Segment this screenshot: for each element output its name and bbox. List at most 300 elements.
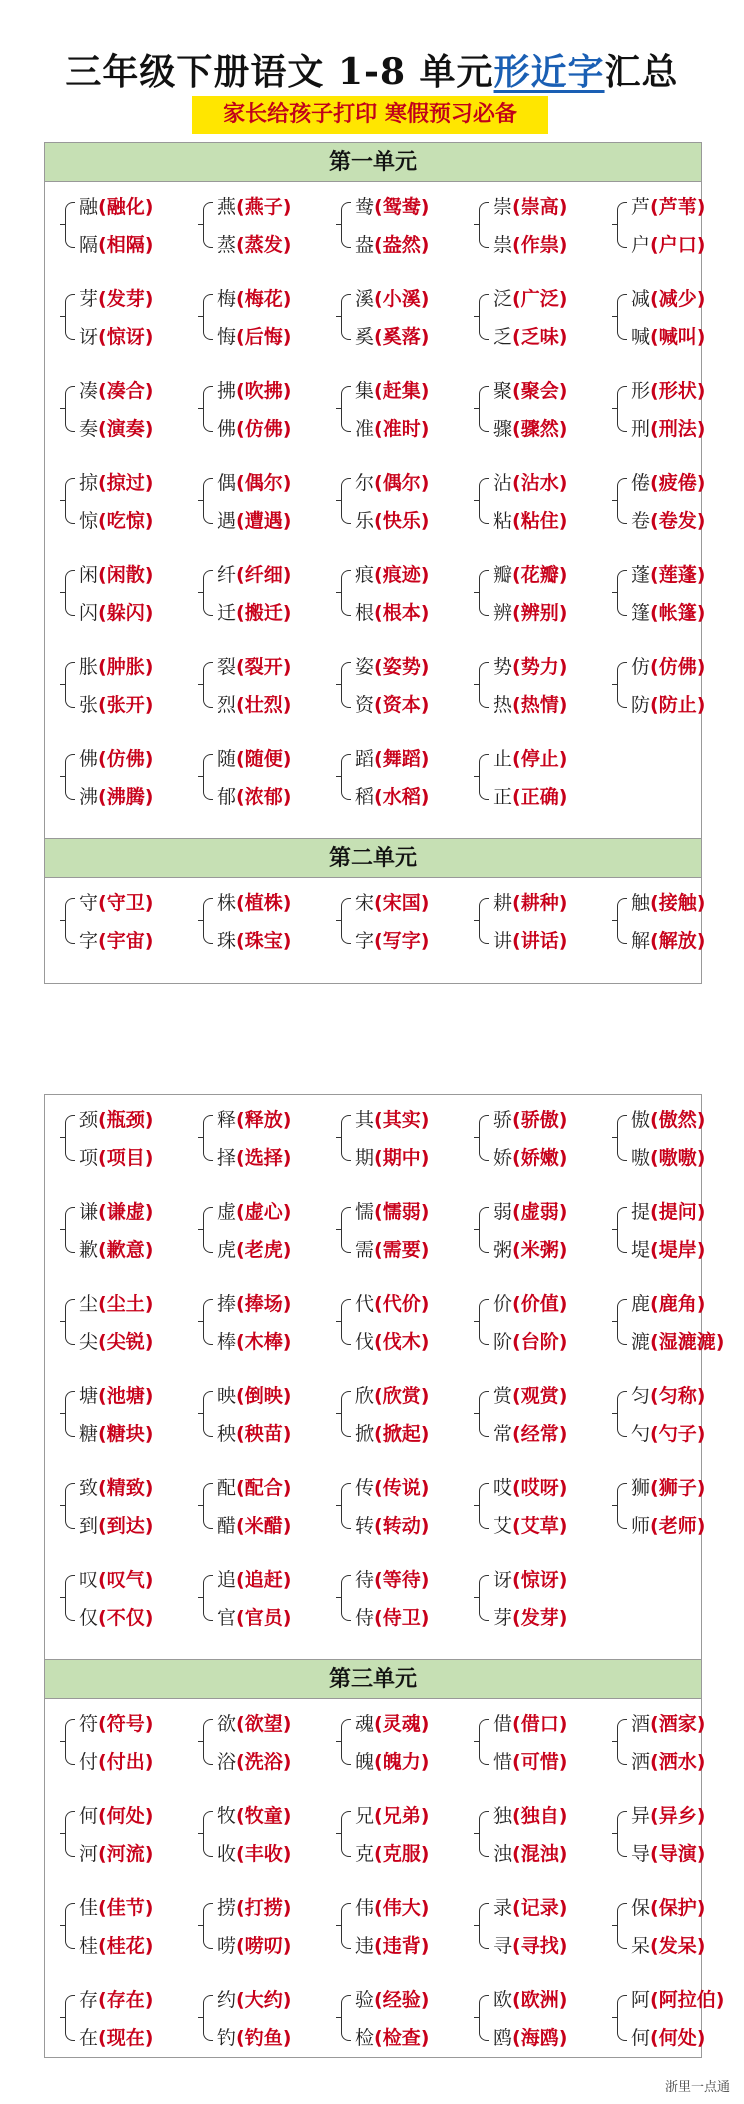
example-word: (势力): [512, 656, 568, 678]
example-word: (珠宝): [236, 930, 292, 952]
example-word: (帐篷): [650, 602, 706, 624]
example-word: (根本): [374, 602, 430, 624]
brace-icon: [479, 662, 489, 708]
char-pair: [475, 470, 595, 534]
base-character: 牧: [217, 1805, 237, 1827]
base-character: 瓣: [493, 564, 513, 586]
char-pair: [613, 1383, 733, 1447]
char-word-line: [355, 930, 429, 952]
brace-icon: [341, 898, 351, 944]
example-word: (追赶): [236, 1569, 292, 1591]
example-word: (付出): [98, 1751, 154, 1773]
example-word: (燕子): [236, 196, 292, 218]
char-pair: [337, 1567, 457, 1631]
brace-icon: [479, 1811, 489, 1857]
brace-icon: [479, 1207, 489, 1253]
char-word-line: [631, 1935, 705, 1957]
char-pair: [613, 1803, 733, 1867]
char-pair: [61, 1895, 181, 1959]
char-pair: [337, 378, 457, 442]
base-character: 珠: [217, 930, 237, 952]
char-word-line: [493, 1935, 567, 1957]
char-word-line: [493, 694, 567, 716]
char-word-line: [631, 418, 705, 440]
example-word: (快乐): [374, 510, 430, 532]
brace-icon: [341, 1995, 351, 2041]
char-word-line: [217, 1751, 291, 1773]
base-character: 芽: [493, 1607, 513, 1629]
char-pair: [337, 1987, 457, 2051]
char-word-line: [355, 288, 429, 310]
char-word-line: [79, 1569, 153, 1591]
char-word-line: [79, 656, 153, 678]
char-pair: [337, 1199, 457, 1263]
char-pair: [61, 470, 181, 534]
char-word-line: [355, 1477, 429, 1499]
example-word: (融化): [98, 196, 154, 218]
example-word: (佳节): [98, 1897, 154, 1919]
brace-icon: [479, 898, 489, 944]
char-pair: [61, 378, 181, 442]
base-character: 闪: [79, 602, 99, 624]
example-word: (吃惊): [98, 510, 154, 532]
example-word: (水稻): [374, 786, 430, 808]
char-word-line: [493, 1607, 567, 1629]
char-word-line: [631, 1751, 705, 1773]
base-character: 凑: [79, 380, 99, 402]
char-word-line: [217, 656, 291, 678]
char-word-line: [631, 1239, 705, 1261]
example-word: (牧童): [236, 1805, 292, 1827]
brace-icon: [65, 294, 75, 340]
example-word: (小溪): [374, 288, 430, 310]
char-pair: [337, 1107, 457, 1171]
base-character: 仿: [631, 656, 651, 678]
char-word-line: [493, 288, 567, 310]
example-word: (虚弱): [512, 1201, 568, 1223]
base-character: 其: [355, 1109, 375, 1131]
base-character: 触: [631, 892, 651, 914]
brace-icon: [203, 1483, 213, 1529]
char-word-line: [355, 1515, 429, 1537]
char-word-line: [79, 2027, 153, 2049]
base-character: 芽: [79, 288, 99, 310]
char-word-line: [493, 1385, 567, 1407]
example-word: (张开): [98, 694, 154, 716]
base-character: 侍: [355, 1607, 375, 1629]
example-word: (裂开): [236, 656, 292, 678]
base-character: 讶: [493, 1569, 513, 1591]
char-word-line: [79, 1239, 153, 1261]
char-word-line: [79, 1607, 153, 1629]
base-character: 株: [217, 892, 237, 914]
example-word: (广泛): [512, 288, 568, 310]
example-word: (官员): [236, 1607, 292, 1629]
char-word-line: [79, 1423, 153, 1445]
char-word-line: [217, 602, 291, 624]
example-word: (骄傲): [512, 1109, 568, 1131]
example-word: (辨别): [512, 602, 568, 624]
char-word-line: [217, 1423, 291, 1445]
char-word-line: [217, 1607, 291, 1629]
base-character: 配: [217, 1477, 237, 1499]
base-character: 官: [217, 1607, 237, 1629]
brace-icon: [479, 386, 489, 432]
base-character: 转: [355, 1515, 375, 1537]
char-word-line: [217, 1843, 291, 1865]
char-word-line: [217, 1989, 291, 2011]
char-word-line: [631, 1713, 705, 1735]
example-word: (刑法): [650, 418, 706, 440]
base-character: 讲: [493, 930, 513, 952]
example-word: (洒水): [650, 1751, 706, 1773]
brace-icon: [65, 1207, 75, 1253]
base-character: 尘: [79, 1293, 99, 1315]
unit-header: 第一单元: [45, 143, 701, 182]
example-word: (吹拂): [236, 380, 292, 402]
base-character: 醋: [217, 1515, 237, 1537]
brace-icon: [203, 1391, 213, 1437]
example-word: (台阶): [512, 1331, 568, 1353]
base-character: 懦: [355, 1201, 375, 1223]
example-word: (浓郁): [236, 786, 292, 808]
char-word-line: [493, 418, 567, 440]
char-word-line: [79, 1147, 153, 1169]
example-word: (后悔): [236, 326, 292, 348]
char-pair: [613, 654, 733, 718]
char-word-line: [493, 380, 567, 402]
example-word: (检查): [374, 2027, 430, 2049]
char-pair: [337, 1475, 457, 1539]
base-character: 盎: [355, 234, 375, 256]
char-word-line: [631, 930, 705, 952]
example-word: (瓶颈): [98, 1109, 154, 1131]
char-word-line: [79, 418, 153, 440]
char-pair: [199, 470, 319, 534]
brace-icon: [203, 1903, 213, 1949]
example-word: (桂花): [98, 1935, 154, 1957]
char-pair: [475, 286, 595, 350]
base-character: 浊: [493, 1843, 513, 1865]
example-word: (骤然): [512, 418, 568, 440]
char-word-line: [217, 1147, 291, 1169]
brace-icon: [617, 1391, 627, 1437]
example-word: (准时): [374, 418, 430, 440]
char-word-line: [217, 1109, 291, 1131]
char-word-line: [217, 196, 291, 218]
example-word: (叹气): [98, 1569, 154, 1591]
char-word-line: [355, 196, 429, 218]
char-word-line: [493, 1805, 567, 1827]
base-character: 洒: [631, 1751, 651, 1773]
char-word-line: [79, 930, 153, 952]
char-word-line: [79, 1293, 153, 1315]
brace-icon: [65, 202, 75, 248]
base-character: 在: [79, 2027, 99, 2049]
char-pair: [61, 1291, 181, 1355]
example-word: (钓鱼): [236, 2027, 292, 2049]
char-pair: [199, 194, 319, 258]
example-word: (写字): [374, 930, 430, 952]
char-word-line: [355, 1293, 429, 1315]
brace-icon: [479, 754, 489, 800]
brace-icon: [65, 1483, 75, 1529]
base-character: 宋: [355, 892, 375, 914]
page-title: 三年级下册语文 1-8 单元形近字汇总: [65, 51, 679, 93]
base-character: 符: [79, 1713, 99, 1735]
base-character: 何: [79, 1805, 99, 1827]
char-word-line: [217, 288, 291, 310]
char-word-line: [355, 234, 429, 256]
brace-icon: [479, 1391, 489, 1437]
example-word: (木棒): [236, 1331, 292, 1353]
base-character: 痕: [355, 564, 375, 586]
base-character: 歉: [79, 1239, 99, 1261]
brace-icon: [479, 1299, 489, 1345]
example-word: (停止): [512, 748, 568, 770]
base-character: 追: [217, 1569, 237, 1591]
brace-icon: [65, 478, 75, 524]
example-word: (魄力): [374, 1751, 430, 1773]
base-character: 付: [79, 1751, 99, 1773]
example-word: (乏味): [512, 326, 568, 348]
char-word-line: [79, 694, 153, 716]
char-word-line: [631, 1385, 705, 1407]
char-pair: [613, 470, 733, 534]
base-character: 遇: [217, 510, 237, 532]
example-word: (狮子): [650, 1477, 706, 1499]
example-word: (混浊): [512, 1843, 568, 1865]
base-character: 虎: [217, 1239, 237, 1261]
brace-icon: [341, 1115, 351, 1161]
char-pair: [199, 1383, 319, 1447]
char-word-line: [217, 1385, 291, 1407]
example-word: (搬迁): [236, 602, 292, 624]
char-word-line: [217, 472, 291, 494]
base-character: 稻: [355, 786, 375, 808]
base-character: 迁: [217, 602, 237, 624]
example-word: (勺子): [650, 1423, 706, 1445]
char-word-line: [631, 288, 705, 310]
brace-icon: [203, 1575, 213, 1621]
char-word-line: [79, 1385, 153, 1407]
char-word-line: [631, 1423, 705, 1445]
char-word-line: [355, 1109, 429, 1131]
base-character: 仅: [79, 1607, 99, 1629]
base-character: 讶: [79, 326, 99, 348]
base-character: 掀: [355, 1423, 375, 1445]
char-pair: [61, 1567, 181, 1631]
base-character: 桂: [79, 1935, 99, 1957]
char-pair: [337, 1895, 457, 1959]
char-pair: [337, 286, 457, 350]
brace-icon: [65, 662, 75, 708]
base-character: 弱: [493, 1201, 513, 1223]
char-pair-grid: [45, 1095, 725, 1659]
char-word-line: [79, 510, 153, 532]
char-pair: [613, 286, 733, 350]
char-word-line: [493, 748, 567, 770]
char-pair: [475, 890, 595, 954]
base-character: 阶: [493, 1331, 513, 1353]
example-word: (凑合): [98, 380, 154, 402]
example-word: (配合): [236, 1477, 292, 1499]
example-word: (守卫): [98, 892, 154, 914]
char-pair: [199, 746, 319, 810]
example-word: (接触): [650, 892, 706, 914]
char-word-line: [79, 380, 153, 402]
brace-icon: [341, 1575, 351, 1621]
base-character: 势: [493, 656, 513, 678]
char-pair: [475, 1895, 595, 1959]
brace-icon: [65, 1575, 75, 1621]
brace-icon: [617, 202, 627, 248]
brace-icon: [203, 1811, 213, 1857]
char-word-line: [79, 1515, 153, 1537]
char-word-line: [631, 1293, 705, 1315]
example-word: (糖块): [98, 1423, 154, 1445]
example-word: (寻找): [512, 1935, 568, 1957]
example-word: (鹿角): [650, 1293, 706, 1315]
char-word-line: [631, 656, 705, 678]
char-word-line: [355, 1331, 429, 1353]
example-word: (作祟): [512, 234, 568, 256]
example-word: (歉意): [98, 1239, 154, 1261]
example-word: (偶尔): [374, 472, 430, 494]
example-word: (芦苇): [650, 196, 706, 218]
base-character: 映: [217, 1385, 237, 1407]
brace-icon: [479, 1483, 489, 1529]
char-pair: [613, 1475, 733, 1539]
char-pair: [475, 1107, 595, 1171]
example-word: (倒映): [236, 1385, 292, 1407]
example-word: (期中): [374, 1147, 430, 1169]
base-character: 录: [493, 1897, 513, 1919]
brace-icon: [617, 386, 627, 432]
brace-icon: [65, 1115, 75, 1161]
base-character: 篷: [631, 602, 651, 624]
base-character: 傲: [631, 1109, 651, 1131]
base-character: 捧: [217, 1293, 237, 1315]
base-character: 释: [217, 1109, 237, 1131]
char-word-line: [79, 602, 153, 624]
char-word-line: [631, 602, 705, 624]
char-pair: [475, 1803, 595, 1867]
char-word-line: [79, 1805, 153, 1827]
char-word-line: [631, 1515, 705, 1537]
base-character: 嗷: [631, 1147, 651, 1169]
example-word: (发呆): [650, 1935, 706, 1957]
base-character: 佛: [79, 748, 99, 770]
base-character: 粘: [493, 510, 513, 532]
example-word: (何处): [98, 1805, 154, 1827]
base-character: 违: [355, 1935, 375, 1957]
char-word-line: [217, 2027, 291, 2049]
brace-icon: [341, 1719, 351, 1765]
char-word-line: [493, 196, 567, 218]
char-word-line: [355, 2027, 429, 2049]
char-word-line: [217, 1935, 291, 1957]
char-word-line: [631, 196, 705, 218]
example-word: (记录): [512, 1897, 568, 1919]
brace-icon: [203, 1207, 213, 1253]
brace-icon: [617, 1207, 627, 1253]
brace-icon: [203, 898, 213, 944]
char-word-line: [217, 1569, 291, 1591]
brace-icon: [341, 386, 351, 432]
example-word: (打捞): [236, 1897, 292, 1919]
base-character: 哎: [493, 1477, 513, 1499]
example-word: (懦弱): [374, 1201, 430, 1223]
brace-icon: [341, 1391, 351, 1437]
char-pair: [199, 654, 319, 718]
base-character: 字: [355, 930, 375, 952]
char-pair: [61, 286, 181, 350]
example-word: (提问): [650, 1201, 706, 1223]
example-word: (观赏): [512, 1385, 568, 1407]
example-word: (发芽): [98, 288, 154, 310]
example-word: (傲然): [650, 1109, 706, 1131]
example-word: (掠过): [98, 472, 154, 494]
base-character: 叹: [79, 1569, 99, 1591]
brace-icon: [479, 1719, 489, 1765]
char-word-line: [631, 326, 705, 348]
example-word: (赶集): [374, 380, 430, 402]
example-word: (河流): [98, 1843, 154, 1865]
base-character: 泛: [493, 288, 513, 310]
base-character: 克: [355, 1843, 375, 1865]
base-character: 集: [355, 380, 375, 402]
char-word-line: [79, 1935, 153, 1957]
char-pair: [613, 1711, 733, 1775]
char-word-line: [631, 1147, 705, 1169]
char-word-line: [217, 748, 291, 770]
char-word-line: [217, 694, 291, 716]
base-character: 存: [79, 1989, 99, 2011]
base-character: 河: [79, 1843, 99, 1865]
example-word: (湿漉漉): [650, 1331, 725, 1353]
base-character: 防: [631, 694, 651, 716]
char-pair: [613, 890, 733, 954]
brace-icon: [341, 1483, 351, 1529]
char-pair: [61, 890, 181, 954]
brace-icon: [65, 1391, 75, 1437]
char-word-line: [355, 748, 429, 770]
base-character: 堤: [631, 1239, 651, 1261]
example-word: (纤细): [236, 564, 292, 586]
char-word-line: [493, 892, 567, 914]
example-word: (宇宙): [98, 930, 154, 952]
base-character: 何: [631, 2027, 651, 2049]
char-pair: [613, 562, 733, 626]
example-word: (洗浴): [236, 1751, 292, 1773]
brace-icon: [341, 570, 351, 616]
brace-icon: [341, 754, 351, 800]
char-pair: [199, 890, 319, 954]
char-pair: [475, 654, 595, 718]
base-character: 捞: [217, 1897, 237, 1919]
char-word-line: [79, 288, 153, 310]
example-word: (传说): [374, 1477, 430, 1499]
char-word-line: [493, 2027, 567, 2049]
example-word: (仿佛): [98, 748, 154, 770]
char-word-line: [355, 326, 429, 348]
char-pair-grid: [45, 878, 706, 982]
base-character: 颈: [79, 1109, 99, 1131]
brace-icon: [617, 478, 627, 524]
char-word-line: [355, 1147, 429, 1169]
char-word-line: [217, 234, 291, 256]
